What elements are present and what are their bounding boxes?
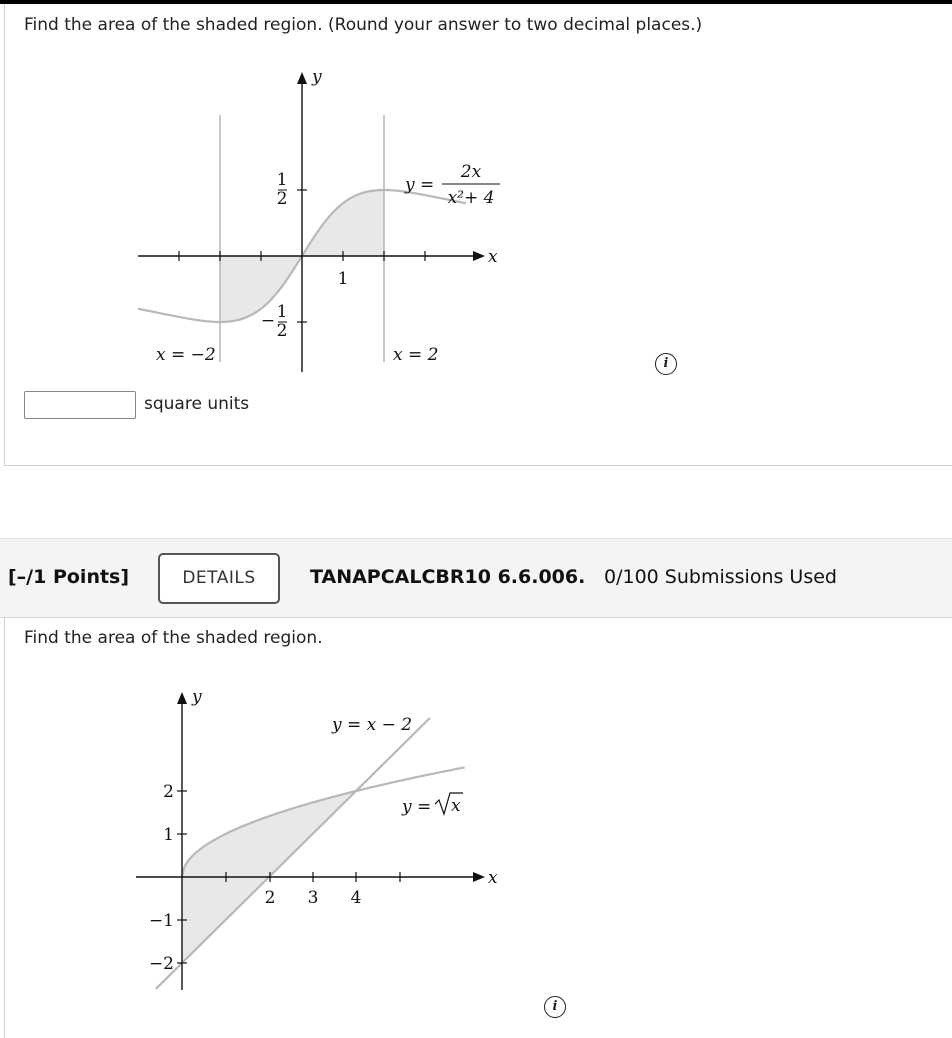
q2-xtick-2: 2 <box>264 888 276 908</box>
q1-x-axis-label: x <box>488 247 498 267</box>
q2-y-axis-label: y <box>192 687 202 707</box>
q1-func-num: 2x <box>460 162 482 182</box>
q2-x-arrow <box>473 872 485 882</box>
q1-right-bound-label: x = 2 <box>393 345 439 365</box>
q1-neg-sign: − <box>260 311 276 331</box>
q2-ytick-neg1: −1 <box>148 911 174 931</box>
q1-func-lhs: y = <box>405 175 435 195</box>
q2-prompt: Find the area of the shaded region. <box>24 628 323 648</box>
q1-y-arrow <box>297 72 307 84</box>
q1-x-arrow <box>473 251 485 261</box>
details-button[interactable]: DETAILS <box>158 553 280 604</box>
q1-units-label: square units <box>144 394 250 414</box>
q1-left-bound-label: x = −2 <box>156 345 216 365</box>
q2-x-axis-label: x <box>488 868 498 888</box>
q1-half-den: 2 <box>276 189 288 209</box>
q1-y-axis-label: y <box>312 67 322 87</box>
q2-line-label: y = x − 2 <box>332 715 413 735</box>
info-icon[interactable]: i <box>544 996 566 1018</box>
q2-ytick-neg2: −2 <box>148 954 174 974</box>
q2-y-arrow <box>177 692 187 704</box>
q1-answer-input[interactable] <box>24 391 136 419</box>
q2-sqrt-lhs: y = <box>402 797 432 817</box>
q2-ytick-1: 1 <box>163 825 174 845</box>
points-label: [–/1 Points] <box>8 566 130 588</box>
q1-neghalf-num: 1 <box>276 302 288 322</box>
q1-half-num: 1 <box>276 170 288 190</box>
q2-xtick-4: 4 <box>350 888 362 908</box>
q2-sqrt-arg: x <box>451 796 461 816</box>
q2-ytick-2: 2 <box>163 782 174 802</box>
q1-graph <box>130 60 520 380</box>
problem-code: TANAPCALCBR10 6.6.006. <box>310 566 586 588</box>
q2-graph <box>130 680 510 1000</box>
q1-prompt: Find the area of the shaded region. (Round your answer to two decimal places.) <box>24 15 703 35</box>
q2-xtick-3: 3 <box>307 888 319 908</box>
q1-one-label: 1 <box>337 269 349 289</box>
q1-neghalf-den: 2 <box>276 321 288 341</box>
q1-func-den: x²+ 4 <box>447 188 495 208</box>
info-icon[interactable]: i <box>655 353 677 375</box>
submissions-used: 0/100 Submissions Used <box>604 566 837 588</box>
